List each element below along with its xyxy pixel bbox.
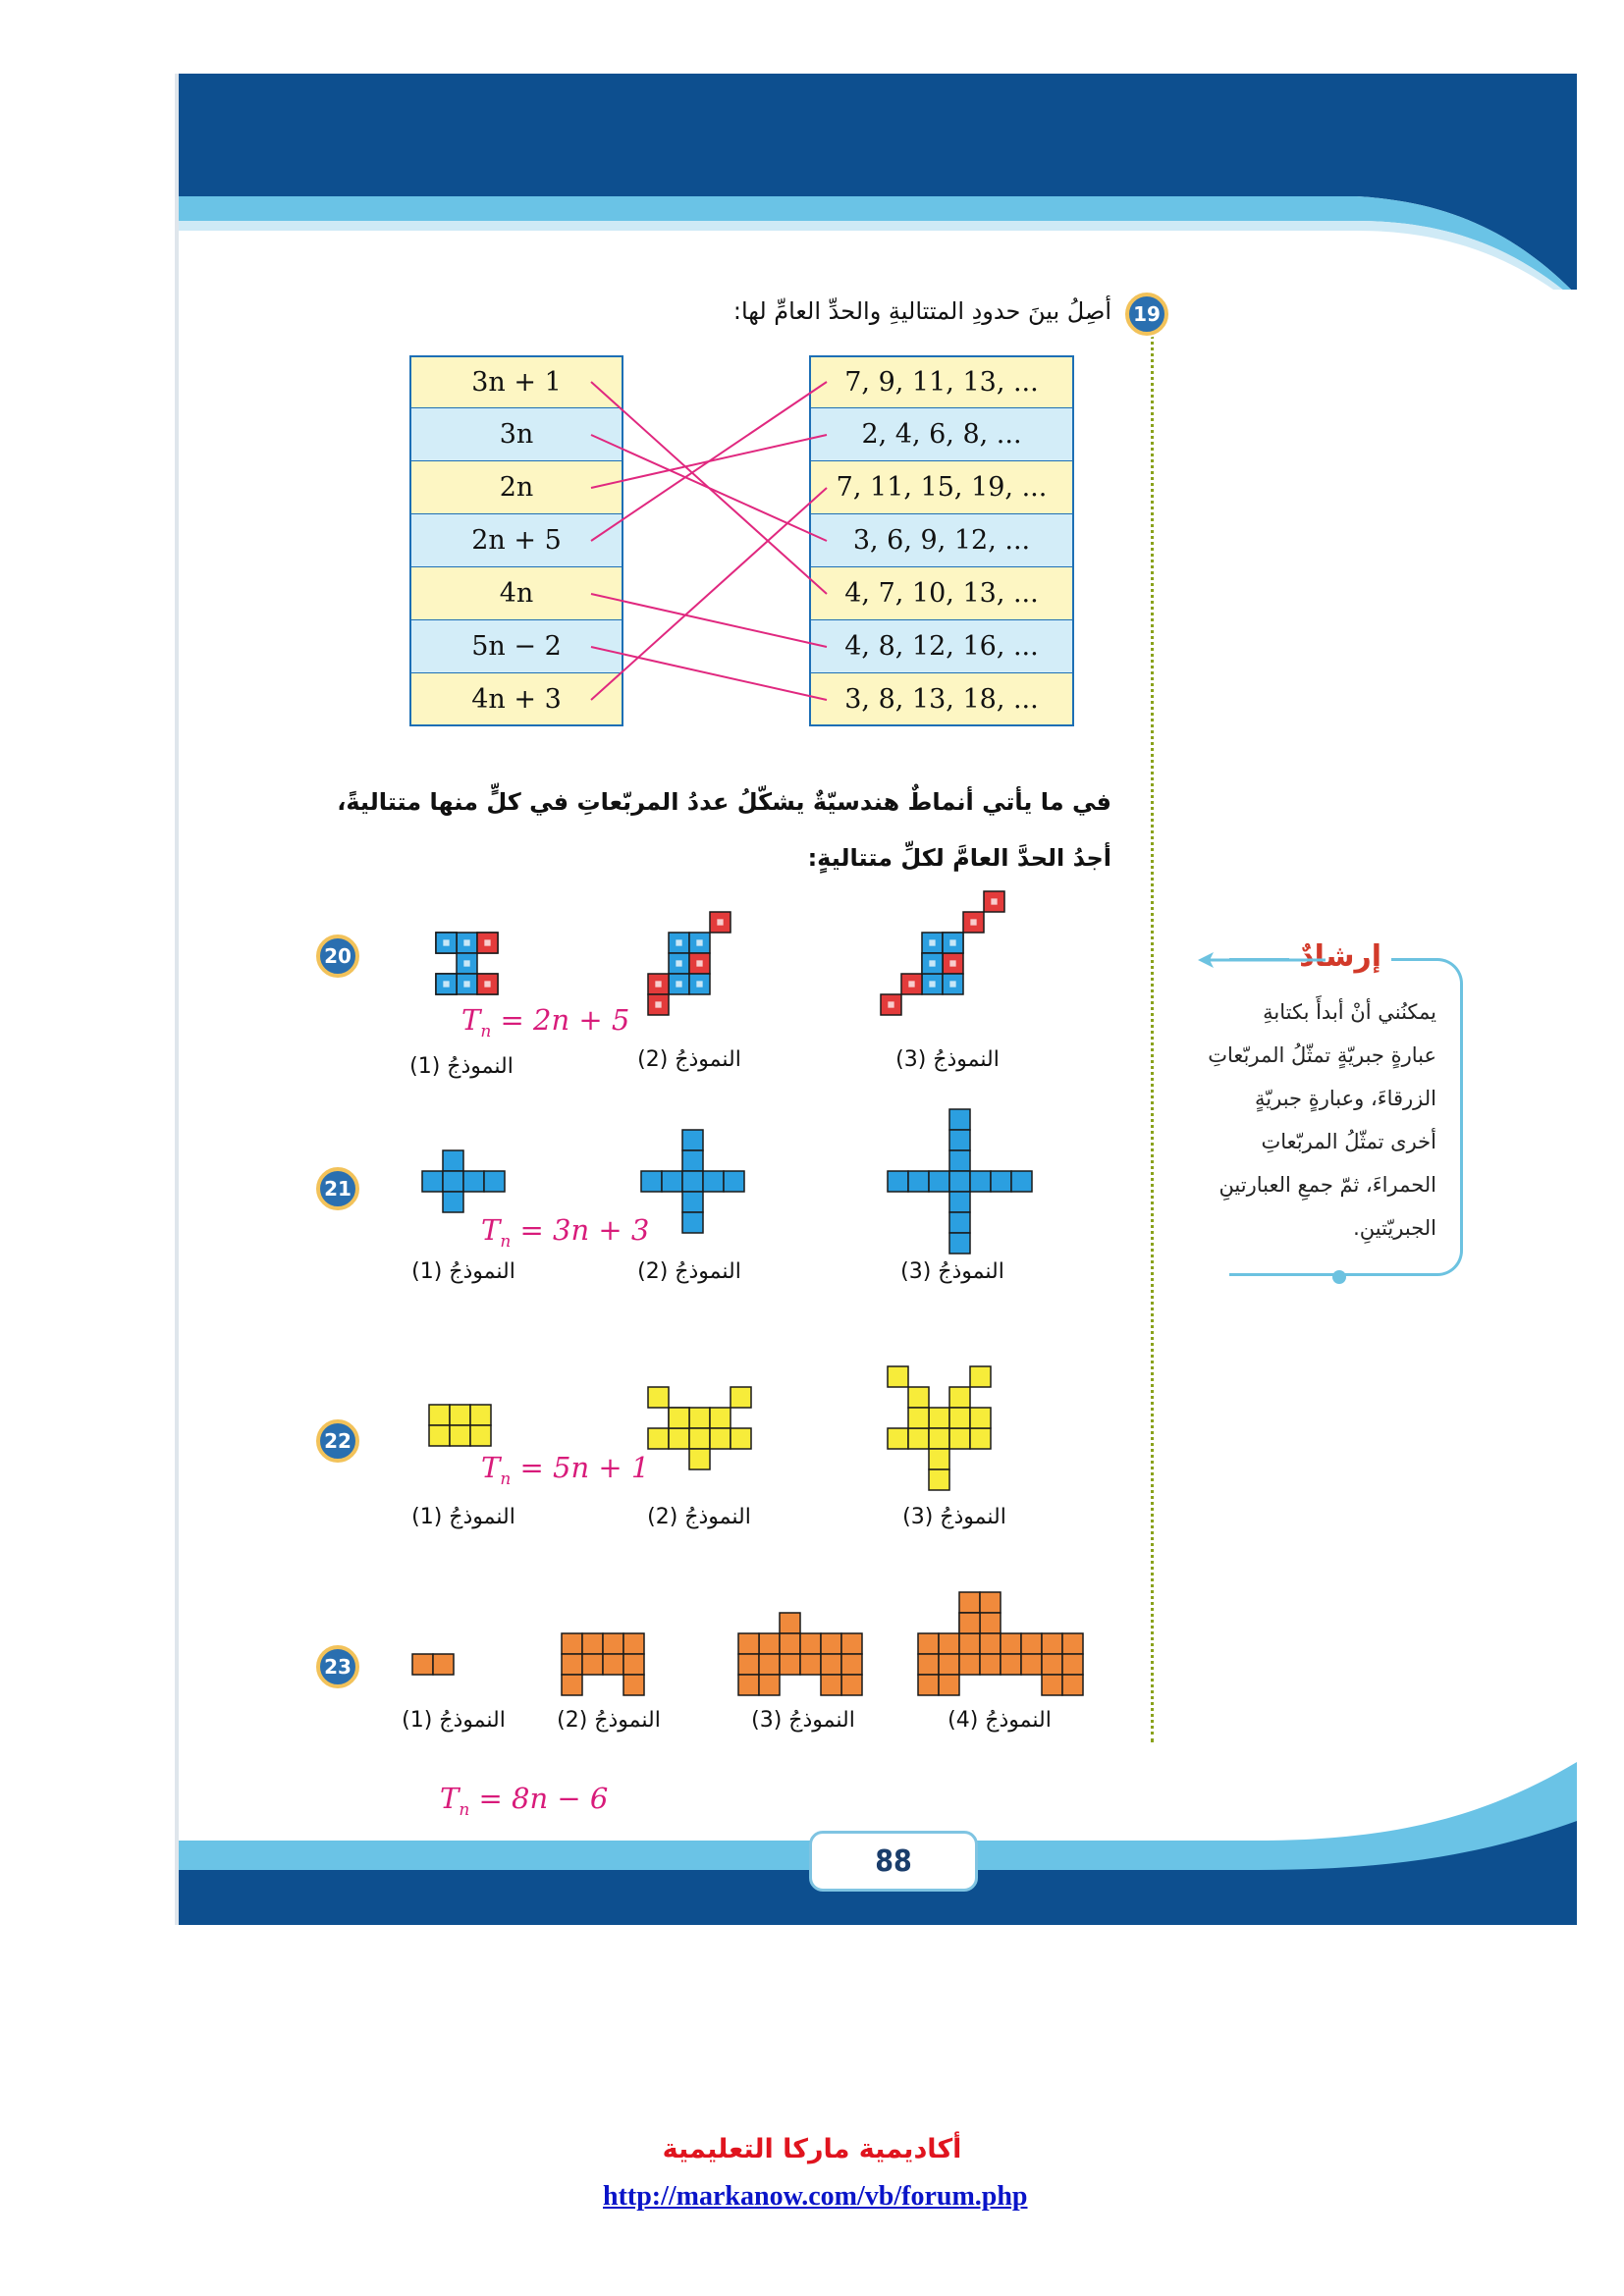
- hint-title: إرشادٌ: [1289, 939, 1391, 974]
- pattern-square: [603, 1654, 623, 1675]
- square-shine: [696, 960, 702, 966]
- pattern-square: [949, 1233, 970, 1254]
- q23-answer-formula: $T_n = 8n - 6$: [440, 1782, 609, 1820]
- hint-line: أخرى تمثّلُ المربّعاتِ: [1261, 1130, 1436, 1153]
- pattern-square: [450, 1405, 470, 1425]
- pattern-square: [724, 1171, 744, 1192]
- pattern-square: [603, 1633, 623, 1654]
- pattern-square: [980, 1633, 1001, 1654]
- pattern-square: [908, 1387, 929, 1408]
- hint-line: الزرقاءَ، وعبارةٍ جبريّةٍ: [1255, 1087, 1436, 1110]
- q21-model-label: النموذجُ (3): [900, 1259, 1004, 1284]
- page-number: 88: [875, 1843, 912, 1879]
- pattern-square: [908, 1171, 929, 1192]
- question-number-20: 20: [316, 934, 359, 978]
- pattern-square: [908, 1408, 929, 1428]
- pattern-square: [648, 1387, 669, 1408]
- pattern-square: [1021, 1633, 1042, 1654]
- pattern-square: [623, 1654, 644, 1675]
- square-shine: [484, 981, 490, 987]
- pattern-square: [980, 1654, 1001, 1675]
- pattern-square: [641, 1171, 662, 1192]
- right-sequence: 4, 7, 10, 13, ...: [809, 567, 1074, 620]
- pattern-square: [959, 1633, 980, 1654]
- pattern-square: [682, 1192, 703, 1212]
- square-shine: [696, 981, 702, 987]
- square-shine: [929, 981, 935, 987]
- pattern-square: [939, 1654, 959, 1675]
- pattern-square: [738, 1675, 759, 1695]
- q23-model-label: النموذجُ (3): [751, 1708, 855, 1733]
- pattern-square: [918, 1675, 939, 1695]
- pattern-square: [949, 1428, 970, 1449]
- pattern-square: [1001, 1633, 1021, 1654]
- square-shine: [970, 919, 976, 925]
- pattern-square: [949, 1150, 970, 1171]
- left-term: 5n − 2: [409, 620, 623, 673]
- pattern-square: [959, 1613, 980, 1633]
- hint-dot: [1332, 1270, 1346, 1284]
- hint-box: [1208, 939, 1463, 1276]
- pattern-square: [841, 1633, 862, 1654]
- pattern-square: [959, 1654, 980, 1675]
- pattern-square: [949, 1130, 970, 1150]
- pattern-square: [800, 1633, 821, 1654]
- right-sequence: 7, 9, 11, 13, ...: [809, 355, 1074, 408]
- square-shine: [949, 960, 955, 966]
- pattern-square: [710, 1428, 731, 1449]
- question-number-21: 21: [316, 1167, 359, 1210]
- pattern-square: [980, 1592, 1001, 1613]
- pattern-square: [738, 1633, 759, 1654]
- pattern-square: [1062, 1675, 1083, 1695]
- left-term: 2n: [409, 461, 623, 514]
- square-shine: [655, 1001, 661, 1007]
- left-term: 2n + 5: [409, 514, 623, 567]
- pattern-square: [970, 1366, 991, 1387]
- pattern-square: [662, 1171, 682, 1192]
- square-shine: [484, 939, 490, 945]
- pattern-square: [959, 1592, 980, 1613]
- pattern-square: [1042, 1633, 1062, 1654]
- pattern-square: [780, 1654, 800, 1675]
- pattern-square: [1062, 1654, 1083, 1675]
- pattern-square: [939, 1633, 959, 1654]
- right-sequence: 7, 11, 15, 19, ...: [809, 461, 1074, 514]
- pattern-square: [689, 1408, 710, 1428]
- right-sequence: 3, 6, 9, 12, ...: [809, 514, 1074, 567]
- pattern-square: [648, 1428, 669, 1449]
- pattern-square: [710, 1408, 731, 1428]
- pattern-square: [1062, 1633, 1083, 1654]
- pattern-square: [780, 1613, 800, 1633]
- pattern-square: [759, 1633, 780, 1654]
- pattern-square: [759, 1654, 780, 1675]
- patterns-intro-line-2: أجدُ الحدَّ العامَّ لكلِّ متتاليةٍ:: [807, 844, 1111, 872]
- pattern-square: [949, 1408, 970, 1428]
- square-shine: [929, 960, 935, 966]
- pattern-square: [1042, 1654, 1062, 1675]
- question-number-23: 23: [316, 1645, 359, 1688]
- pattern-square: [562, 1675, 582, 1695]
- pattern-square: [800, 1654, 821, 1675]
- left-term: 4n + 3: [409, 673, 623, 726]
- right-sequence: 3, 8, 13, 18, ...: [809, 673, 1074, 726]
- pattern-square: [738, 1654, 759, 1675]
- pattern-square: [731, 1387, 751, 1408]
- patterns-intro-line-1: في ما يأتي أنماطٌ هندسيّةٌ يشكّلُ عددُ المربّعاتِ في كلٍّ منها متتاليةً،: [337, 788, 1111, 816]
- pattern-square: [929, 1449, 949, 1469]
- pattern-square: [582, 1654, 603, 1675]
- pattern-square: [1001, 1654, 1021, 1675]
- square-shine: [908, 981, 914, 987]
- pattern-square: [429, 1425, 450, 1446]
- pattern-square: [949, 1192, 970, 1212]
- q20-model-label: النموذجُ (2): [637, 1047, 741, 1072]
- question-number-22: 22: [316, 1419, 359, 1463]
- pattern-square: [433, 1654, 454, 1675]
- pattern-square: [463, 1171, 484, 1192]
- pattern-square: [949, 1109, 970, 1130]
- academy-name: أكاديمية ماركا التعليمية: [662, 2134, 962, 2164]
- pattern-square: [929, 1171, 949, 1192]
- pattern-square: [623, 1633, 644, 1654]
- q19-instruction: أصِلُ بينَ حدودِ المتتاليةِ والحدِّ العامِّ لها:: [732, 297, 1111, 325]
- pattern-square: [412, 1654, 433, 1675]
- left-term: 4n: [409, 567, 623, 620]
- pattern-square: [682, 1150, 703, 1171]
- pattern-square: [1021, 1654, 1042, 1675]
- pattern-square: [918, 1633, 939, 1654]
- q22-answer-formula: $T_n = 5n + 1$: [481, 1451, 650, 1489]
- square-shine: [717, 919, 723, 925]
- square-shine: [676, 981, 681, 987]
- square-shine: [949, 939, 955, 945]
- q21-model-label: النموذجُ (2): [637, 1259, 741, 1284]
- pattern-square: [888, 1366, 908, 1387]
- square-shine: [888, 1001, 893, 1007]
- pattern-square: [484, 1171, 505, 1192]
- q22-model-label: النموذجُ (1): [411, 1505, 515, 1529]
- pattern-square: [949, 1212, 970, 1233]
- q21-model-label: النموذجُ (1): [411, 1259, 515, 1284]
- pattern-square: [689, 1428, 710, 1449]
- q22-model-label: النموذجُ (2): [647, 1505, 751, 1529]
- pattern-square: [970, 1408, 991, 1428]
- pattern-square: [759, 1675, 780, 1695]
- pattern-square: [1042, 1675, 1062, 1695]
- pattern-square: [970, 1428, 991, 1449]
- square-shine: [463, 960, 469, 966]
- pattern-square: [443, 1171, 463, 1192]
- pattern-square: [1011, 1171, 1032, 1192]
- square-shine: [676, 960, 681, 966]
- pattern-square: [443, 1192, 463, 1212]
- pattern-square: [888, 1171, 908, 1192]
- pattern-square: [888, 1428, 908, 1449]
- q20-model-label: النموذجُ (3): [895, 1047, 1000, 1072]
- pattern-square: [731, 1428, 751, 1449]
- pattern-square: [918, 1654, 939, 1675]
- square-shine: [929, 939, 935, 945]
- pattern-square: [682, 1130, 703, 1150]
- pattern-square: [562, 1654, 582, 1675]
- hint-line: الجبريّتينِ.: [1353, 1216, 1436, 1240]
- forum-link[interactable]: http://markanow.com/vb/forum.php: [603, 2181, 1028, 2212]
- pattern-square: [682, 1171, 703, 1192]
- pattern-square: [970, 1171, 991, 1192]
- pattern-square: [908, 1428, 929, 1449]
- pattern-square: [991, 1171, 1011, 1192]
- pattern-square: [841, 1654, 862, 1675]
- square-shine: [443, 981, 449, 987]
- pattern-square: [821, 1633, 841, 1654]
- pattern-square: [669, 1428, 689, 1449]
- square-shine: [949, 981, 955, 987]
- pattern-square: [682, 1212, 703, 1233]
- square-shine: [696, 939, 702, 945]
- q23-model-label: النموذجُ (2): [557, 1708, 661, 1733]
- hint-line: الحمراءَ، ثمّ جمعِ العبارتينِ: [1218, 1173, 1436, 1197]
- pattern-square: [929, 1408, 949, 1428]
- hint-line: يمكنُني أنْ أبدأَ بكتابةِ: [1263, 1000, 1436, 1024]
- question-number-19: 19: [1125, 293, 1168, 336]
- q21-answer-formula: $T_n = 3n + 3$: [481, 1213, 650, 1252]
- hint-arrow-icon: [1196, 948, 1333, 972]
- pattern-square: [422, 1171, 443, 1192]
- pattern-square: [470, 1425, 491, 1446]
- pattern-square: [623, 1675, 644, 1695]
- pattern-square: [450, 1425, 470, 1446]
- page-number-box: [809, 1831, 978, 1892]
- q23-model-label: النموذجُ (1): [402, 1708, 506, 1733]
- pattern-square: [689, 1449, 710, 1469]
- pattern-square: [949, 1387, 970, 1408]
- pattern-square: [703, 1171, 724, 1192]
- q23-model-label: النموذجُ (4): [947, 1708, 1052, 1733]
- left-term: 3n: [409, 408, 623, 461]
- pattern-square: [669, 1408, 689, 1428]
- square-shine: [676, 939, 681, 945]
- square-shine: [991, 898, 997, 904]
- pattern-square: [929, 1469, 949, 1490]
- pattern-square: [443, 1150, 463, 1171]
- square-shine: [463, 939, 469, 945]
- hint-line: عبارةٍ جبريّةٍ تمثّلُ المربّعاتِ: [1208, 1043, 1436, 1067]
- q20-answer-formula: $T_n = 2n + 5$: [461, 1003, 630, 1041]
- q20-model-label: النموذجُ (1): [409, 1054, 514, 1079]
- pattern-square: [980, 1613, 1001, 1633]
- pattern-square: [821, 1654, 841, 1675]
- pattern-square: [841, 1675, 862, 1695]
- square-shine: [655, 981, 661, 987]
- pattern-square: [429, 1405, 450, 1425]
- pattern-square: [562, 1633, 582, 1654]
- pattern-square: [949, 1171, 970, 1192]
- q22-model-label: النموذجُ (3): [902, 1505, 1006, 1529]
- pattern-square: [780, 1633, 800, 1654]
- pattern-square: [821, 1675, 841, 1695]
- right-sequence: 4, 8, 12, 16, ...: [809, 620, 1074, 673]
- square-shine: [463, 981, 469, 987]
- square-shine: [443, 939, 449, 945]
- pattern-square: [582, 1633, 603, 1654]
- pattern-square: [929, 1428, 949, 1449]
- pattern-square: [470, 1405, 491, 1425]
- pattern-square: [939, 1675, 959, 1695]
- right-sequence: 2, 4, 6, 8, ...: [809, 408, 1074, 461]
- left-term: 3n + 1: [409, 355, 623, 408]
